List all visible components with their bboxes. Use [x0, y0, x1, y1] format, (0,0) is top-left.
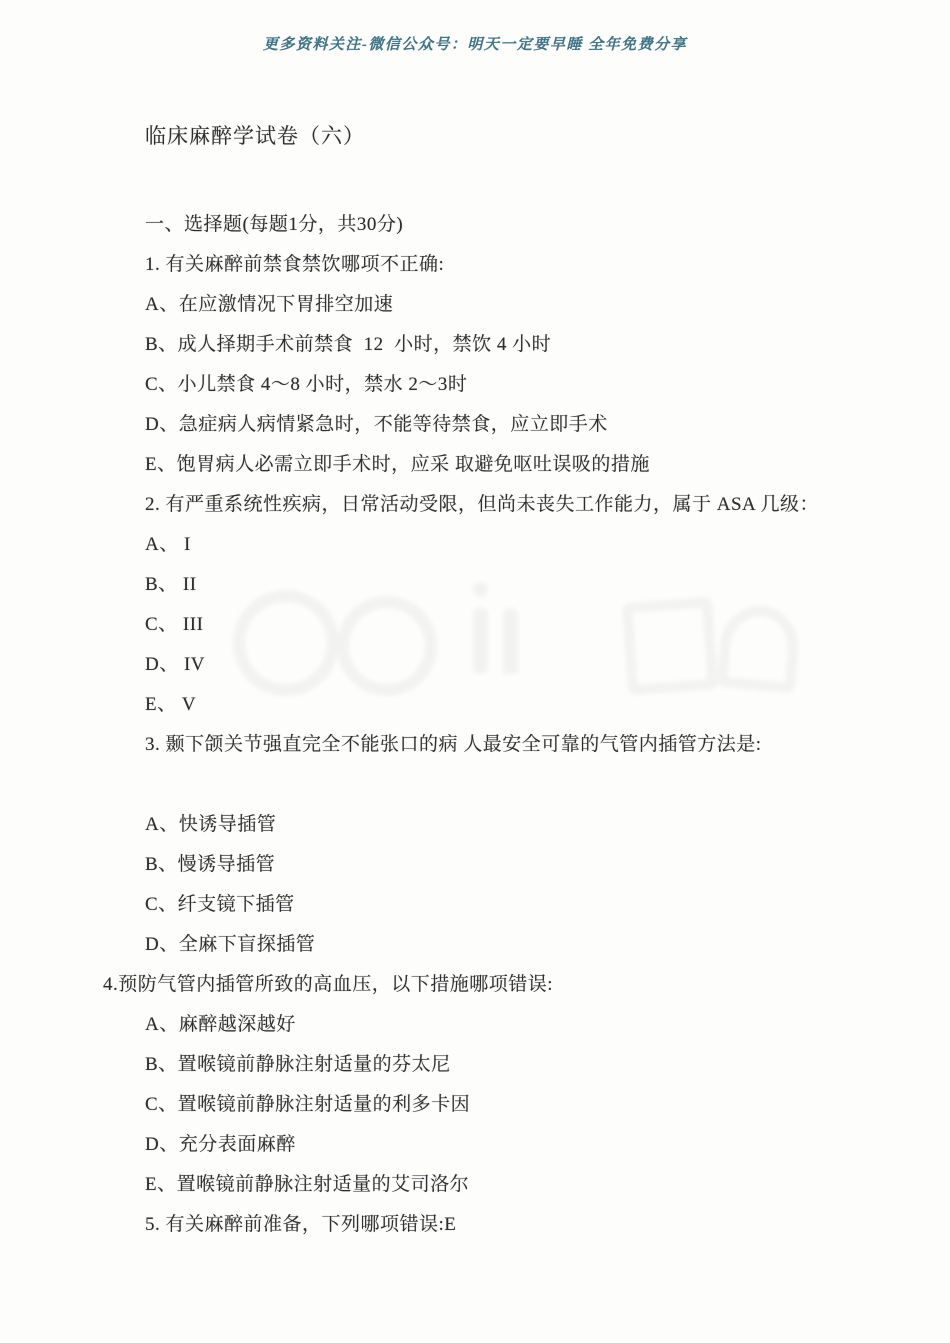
question-text: 1. 有关麻醉前禁食禁饮哪项不正确: [145, 254, 445, 275]
option-text: C、小儿禁食 4～8 小时，禁水 2～3时 [145, 374, 468, 395]
option-text: E、 V [145, 694, 197, 715]
option-text: C、 III [145, 614, 204, 635]
document-body [103, 116, 895, 1245]
option-text: D、充分表面麻醉 [145, 1134, 296, 1155]
option-text: C、置喉镜前静脉注射适量的利多卡因 [145, 1094, 471, 1115]
option-text: B、置喉镜前静脉注射适量的芬太尼 [145, 1054, 451, 1075]
promo-header-text: 更多资料关注-微信公众号：明天一定要早睡 全年免费分享 [262, 37, 688, 53]
option-text: B、 II [145, 574, 197, 595]
blank-line [145, 765, 895, 805]
question-text: 2. 有严重系统性疾病，日常活动受限，但尚未丧失工作能力，属于 ASA 几级： [145, 494, 819, 515]
option-text: D、 IV [145, 654, 206, 675]
option-text: D、急症病人病情紧急时，不能等待禁食，应立即手术 [145, 414, 608, 435]
exam-title: 临床麻醉学试卷（六） [145, 124, 365, 148]
option-text: C、纤支镜下插管 [145, 894, 295, 915]
option-text: A、在应激情况下胃排空加速 [145, 294, 394, 315]
section-heading: 一、选择题(每题1分，共30分) [145, 214, 404, 235]
option-text: A、麻醉越深越好 [145, 1014, 296, 1035]
option-text: D、全麻下盲探插管 [145, 934, 316, 955]
option-text: B、慢诱导插管 [145, 854, 276, 875]
question-text: 3. 颞下颌关节强直完全不能张口的病 人最安全可靠的气管内插管方法是: [145, 734, 762, 755]
option-text: E、饱胃病人必需立即手术时，应采 取避免呕吐误吸的措施 [145, 454, 650, 475]
question-text: 4.预防气管内插管所致的高血压，以下措施哪项错误: [103, 974, 554, 995]
question-text: 5. 有关麻醉前准备，下列哪项错误:E [145, 1214, 457, 1235]
option-text: A、快诱导插管 [145, 814, 277, 835]
option-text: B、成人择期手术前禁食 12 小时，禁饮 4 小时 [145, 334, 552, 355]
option-text: A、 I [145, 534, 191, 555]
option-text: E、置喉镜前静脉注射适量的艾司洛尔 [145, 1174, 470, 1195]
